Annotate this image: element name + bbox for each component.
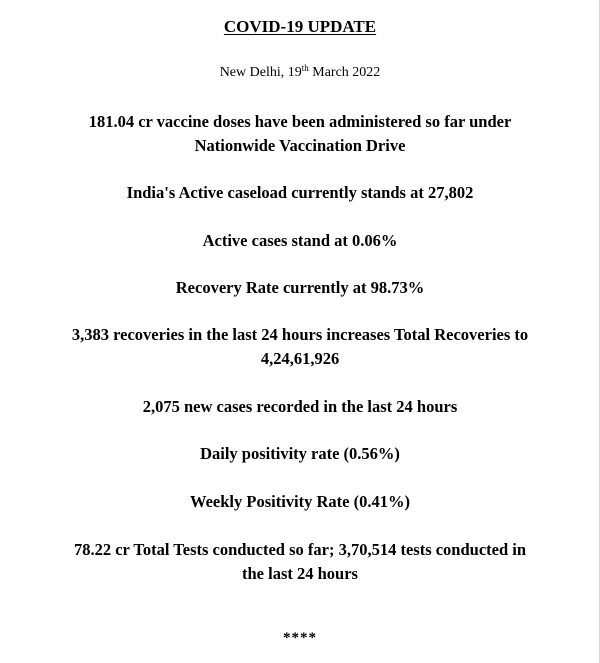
dateline-month-year: March 2022 — [308, 65, 381, 80]
highlight-line: India's Active caseload currently stands at 27,802 — [126, 183, 474, 202]
end-marker: **** — [283, 630, 317, 646]
dateline-place-day: New Delhi, 19 — [219, 65, 302, 80]
document-title-text: COVID-19 UPDATE — [223, 17, 377, 36]
highlight-line: Active cases stand at 0.06% — [202, 231, 398, 250]
highlight-total-tests — [20, 538, 580, 586]
highlight-recoveries — [20, 323, 580, 371]
highlight-line: Daily positivity rate (0.56%) — [200, 444, 400, 463]
highlight-weekly-positivity — [20, 490, 580, 514]
highlight-line: Nationwide Vaccination Drive — [194, 136, 406, 155]
highlight-active-cases — [20, 229, 580, 253]
highlight-line: 78.22 cr Total Tests conducted so far; 3,70,514 tests conducted in — [73, 540, 527, 559]
highlight-line: 4,24,61,926 — [260, 349, 340, 368]
highlight-active-caseload — [20, 181, 580, 205]
highlight-line: 3,383 recoveries in the last 24 hours increases Total Recoveries to — [71, 325, 529, 344]
highlight-daily-positivity — [20, 442, 580, 466]
dateline — [0, 64, 600, 82]
highlight-vaccination — [20, 110, 580, 158]
highlight-recovery-rate — [20, 276, 580, 300]
highlight-line: 181.04 cr vaccine doses have been administered so far under — [88, 112, 512, 131]
highlight-line: Recovery Rate currently at 98.73% — [175, 278, 425, 297]
document-title — [0, 17, 600, 37]
highlight-line: 2,075 new cases recorded in the last 24 hours — [142, 397, 458, 416]
dateline-day-suffix: th — [301, 63, 309, 73]
highlight-line: the last 24 hours — [242, 564, 358, 583]
highlight-line: Weekly Positivity Rate (0.41%) — [190, 492, 410, 511]
highlight-new-cases — [20, 395, 580, 419]
